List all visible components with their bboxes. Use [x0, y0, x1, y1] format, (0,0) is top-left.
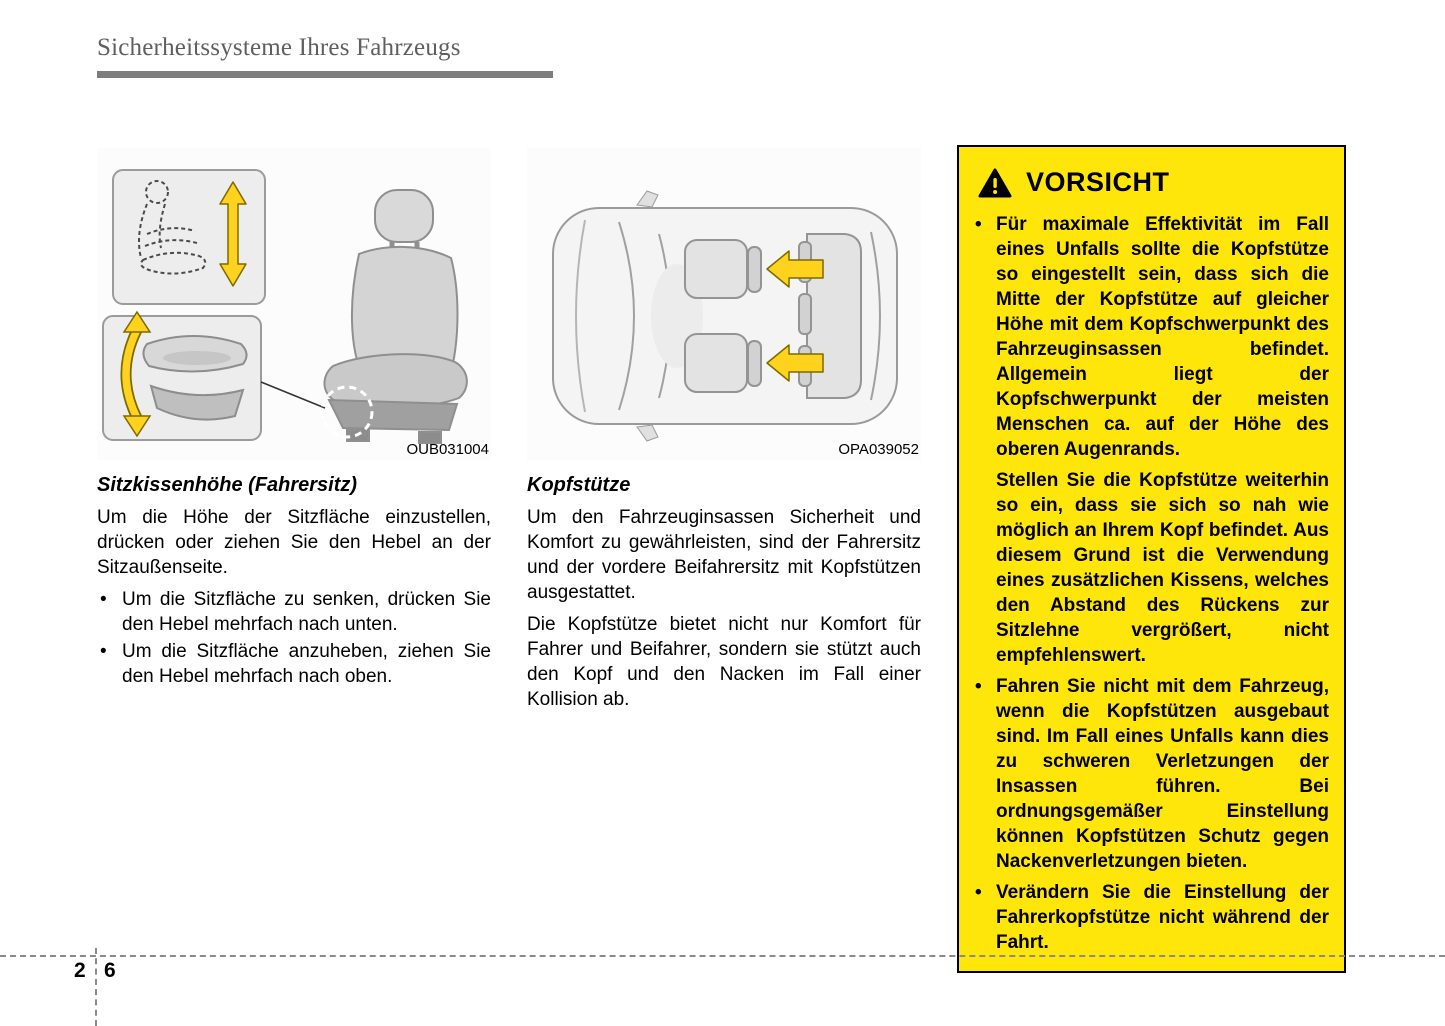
bullet-dot: •: [100, 589, 107, 610]
warning-title-row: [978, 167, 1329, 198]
header-underline-bar: [97, 71, 553, 78]
side-mirror-top: [637, 191, 658, 207]
page-number-page: 6: [104, 959, 116, 982]
callout-line: [261, 382, 325, 408]
warning-item: [974, 880, 1329, 955]
seat-side-view-illustration: [97, 148, 491, 460]
figure-code-left: OUB031004: [406, 441, 489, 458]
seat-drawing: [324, 190, 466, 443]
warning-item-text: Für maximale Effektivität im Fall eines Unfalls sollte die Kopfstütze so eingestellt sein, dass sich die Mitte der Kopfstütze auf gleicher Höhe mit dem Kopfschwerpunkt des Fahrzeuginsassen befindet. Allgemein liegt der Kopfschwerpunkt der meisten Menschen ca. auf der Höhe des oberen Augenrands.: [996, 214, 1329, 460]
warning-title: VORSICHT: [1026, 167, 1170, 197]
bullet-dot: •: [100, 641, 107, 662]
warning-item-continuation: [974, 468, 1329, 668]
paragraph-seat-height-intro: Um die Höhe der Sitzfläche einzustellen, drücken oder ziehen Sie den Hebel an der Sitzaußenseite.: [97, 507, 491, 578]
warning-item-text: Verändern Sie die Einstellung der Fahrerkopfstütze nicht während der Fahrt.: [996, 882, 1329, 953]
warning-box: [957, 145, 1346, 973]
bullet-dot: •: [975, 676, 982, 697]
warning-item-text: Fahren Sie nicht mit dem Fahrzeug, wenn die Kopfstützen ausgebaut sind. Im Fall eines Unfalls kann dies zu schweren Verletzungen der Insassen führen. Bei ordnungsgemäßer Einstellung können Kopfstützen Schutz gegen Nackenverletzungen bieten.: [996, 676, 1329, 872]
warning-item-text: Stellen Sie die Kopfstütze weiterhin so ein, dass sie sich so nah wie möglich an Ihrem Kopf befindet. Aus diesem Grund ist die Verwendung eines zusätzlichen Kissens, welches den Abstand des Rückens zur Sitzlehne vergrößert, nicht empfehlenswert.: [996, 470, 1329, 666]
paragraph-headrest-2: Die Kopfstütze bietet nicht nur Komfort für Fahrer und Beifahrer, sondern sie stützt auch den Kopf und den Nacken im Fall einer Kollision ab.: [527, 614, 921, 710]
heading-sitzkissenhoehe: Sitzkissenhöhe (Fahrersitz): [97, 474, 358, 496]
bullet-dot: •: [975, 882, 982, 903]
paragraph-headrest-1: Um den Fahrzeuginsassen Sicherheit und Komfort zu gewährleisten, sind der Fahrersitz und der vordere Beifahrersitz mit Kopfstützen ausgestattet.: [527, 507, 921, 603]
headrest-figure: [527, 148, 921, 460]
list-item-text: Um die Sitzfläche anzuheben, ziehen Sie den Hebel mehrfach nach oben.: [122, 641, 491, 687]
inset-box-seat-profile: [113, 170, 265, 304]
list-item-text: Um die Sitzfläche zu senken, drücken Sie den Hebel mehrfach nach unten.: [122, 589, 491, 635]
heading-kopfstuetze: Kopfstütze: [527, 474, 631, 496]
side-mirror-bottom: [637, 425, 658, 441]
section-headrest: [527, 148, 921, 719]
rear-seats: [799, 234, 861, 398]
warning-triangle-icon: [978, 168, 1012, 198]
list-item: [97, 587, 491, 637]
section-seat-height: [97, 148, 491, 691]
car-top-view-illustration: [527, 148, 921, 460]
bottom-dashed-rule: [0, 955, 1445, 957]
list-item: [97, 639, 491, 689]
bullet-dot: •: [975, 214, 982, 235]
warning-item: [974, 212, 1329, 462]
figure-code-middle: OPA039052: [838, 441, 919, 458]
page-number-chapter: 2: [74, 959, 86, 982]
page-title: Sicherheitssysteme Ihres Fahrzeugs: [97, 34, 461, 61]
warning-item: [974, 674, 1329, 874]
bottom-vertical-dashed-rule: [95, 948, 97, 1026]
seat-height-figure: [97, 148, 491, 460]
